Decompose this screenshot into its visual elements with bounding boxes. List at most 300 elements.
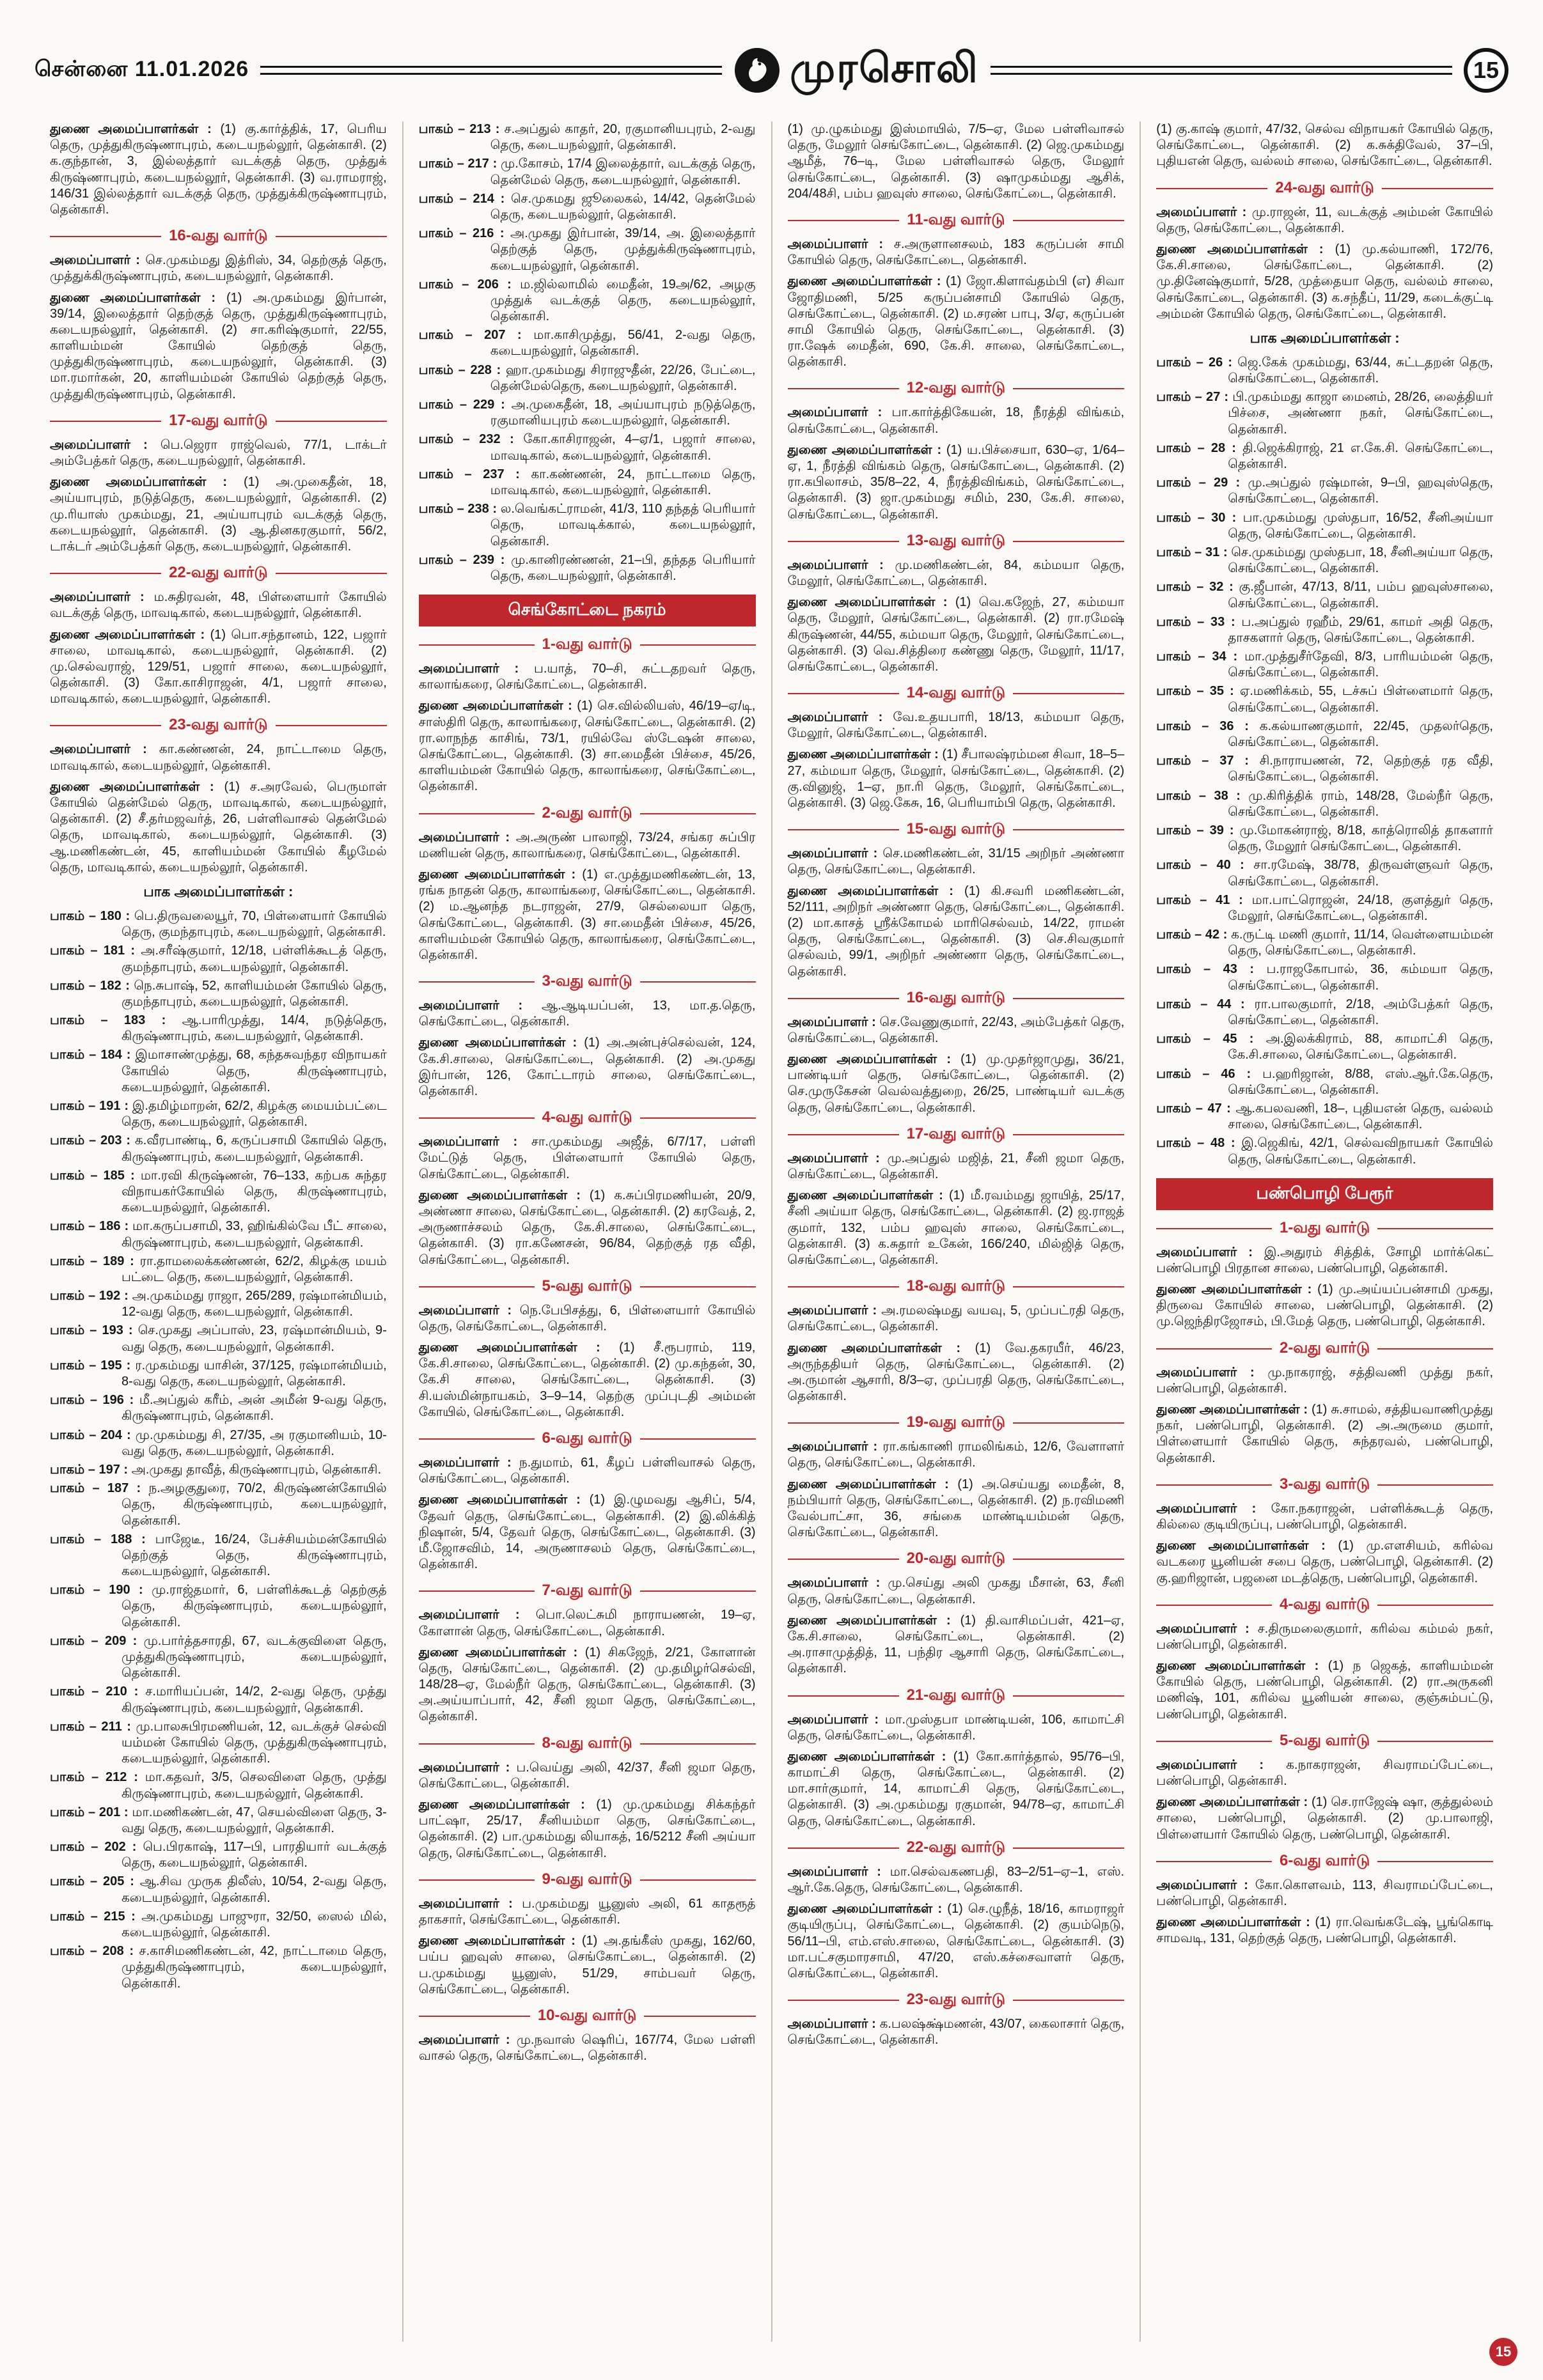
paragraph-label: அமைப்பாளர் : — [787, 1151, 888, 1165]
ward-title: 3-வது வார்டு — [1280, 1475, 1370, 1493]
paragraph-label: துணை அமைப்பாளர்கள் : — [50, 475, 244, 490]
paragraph-label: பாகம் – 28 : — [1156, 440, 1243, 455]
paragraph-label: அமைப்பாளர் : — [418, 1760, 517, 1775]
pagam-entry: பாகம் – 193 : செ.முகது அப்பாஸ், 23, ரஷ்மான்மியம், 9-வது தெரு, கடையநல்லூர், தென்காசி. — [50, 1323, 387, 1354]
ward-title: 2-வது வார்டு — [542, 804, 632, 821]
pagam-entry: பாகம் – 212 : மா.கதவர், 3/5, செலவிளை தெரு, முத்து கிருஷ்ணாபுரம், கடையநல்லூர், தென்காசி. — [50, 1770, 387, 1801]
pagam-entry: பாகம் – 45 : அ.இலக்கிராம், 88, காமாட்சி தெரு, கே.சி.சாலை, செங்கோட்டை, தென்காசி. — [1156, 1032, 1493, 1062]
ward-rule-left — [419, 1286, 535, 1287]
paragraph-label: அமைப்பாளர் : — [787, 846, 883, 861]
rooster-emblem-icon — [733, 47, 781, 94]
pagam-entry: பாகம் – 188 : பாஜேடீ, 16/24, பேச்சியம்மன்கோயில் தெற்குத் தெரு, கிருஷ்ணாபுரம், கடையநல்லூர், தென்காசி. — [50, 1532, 387, 1579]
paragraph-label: துணை அமைப்பாளர்கள் : — [787, 1341, 975, 1355]
ward-rule-left — [788, 1286, 899, 1287]
footer-page-number: 15 — [1489, 2338, 1517, 2366]
pagam-entry: பாகம் – 239 : மு.கானிரண்ணன், 21–பி, தந்தத பெரியார் தெரு, கடையநல்லூர், தென்காசி. — [418, 552, 756, 583]
body-paragraph: துணை அமைப்பாளர்கள் : (1) சு.சாமல், சத்தியவாணிமுத்து நகர், பண்பொழி, தென்காசி. (2) அ.அருமை குமார், பிள்ளையார் கோயில் தெரு, சுந்தரவல், பண்பொழி, தென்காசி. — [1156, 1403, 1493, 1465]
ward-heading — [1156, 1596, 1493, 1615]
body-paragraph: அமைப்பாளர் : பா.கார்த்திகேயன், 18, நீரத்தி விங்கம், செங்கோட்டை, தென்காசி. — [787, 405, 1125, 436]
body-paragraph: அமைப்பாளர் : ப.யாத், 70–சி, சுட்டதறவர் தெரு, காலாங்கரை, செங்கோட்டை, தென்காசி. — [418, 662, 756, 692]
ward-title: 24-வது வார்டு — [1275, 178, 1374, 196]
ward-rule-left — [419, 1879, 535, 1881]
paragraph-label: அமைப்பாளர் : — [418, 1456, 519, 1470]
ward-rule-right — [1013, 541, 1124, 542]
ward-rule-right — [276, 421, 387, 422]
paragraph-label: அமைப்பாளர் : — [787, 1576, 888, 1591]
ward-rule-left — [788, 693, 899, 694]
body-paragraph: அமைப்பாளர் : கோ.நகராஜன், பள்ளிக்கூடத் தெரு, கில்லை குடியிருப்பு, பண்பொழி, தென்காசி. — [1156, 1501, 1493, 1532]
body-paragraph: துணை அமைப்பாளர்கள் : (1) அ.முகம்மது இர்பான், 39/14, இலைத்தார் தெற்குத் தெரு, முத்துகிருஷ்ணாபுரம், கடையநல்லூர், தென்காசி. (2) சா.கரிஷ்குமார், 22/55, காளியம்மன் கோயில் தெற்குத் தெரு, முத்துகிருஷ்ணாபுரம், கடையநல்லூர், தென்காசி. (3) மா.ரமார்கன், 20, காளியம்மன் கோயில் தெற்குத் தெரு, முத்துகிருஷ்ணாபுரம், தென்காசி. — [50, 290, 387, 401]
paragraph-label: அமைப்பாளர் : — [787, 1303, 882, 1318]
paragraph-label: பாகம் – 217 : — [418, 157, 501, 171]
ward-heading — [788, 1991, 1125, 2010]
body-paragraph: (1) கு.காஷ் குமார், 47/32, செல்வ விநாயகர் கோயில் தெரு, செங்கோட்டை, தென்காசி. (2) க.சுக்திவேல், 37–பி, புதியஎன் தெரு, வல்லம் சாலை, செங்கோட்டை, தென்காசி. — [1156, 122, 1493, 169]
column-1 — [35, 121, 402, 2342]
paragraph-label: பாகம் – 29 : — [1156, 476, 1248, 490]
ward-rule-right — [1377, 1484, 1493, 1486]
body-paragraph: அமைப்பாளர் : வே.உதயபாரி, 18/13, கம்மயா தெரு, மேலூர், செங்கோட்டை, தென்காசி. — [787, 710, 1125, 741]
column-3 — [771, 121, 1140, 2342]
body-paragraph: துணை அமைப்பாளர்கள் : (1) செ.ராஜேஷ் ஷா, குத்துல்லம் சாலை, பண்பொழி, தென்காசி. (2) மு.பாலாஜி, பிள்ளையார் கோயில் தெரு, பண்பொழி, தென்காசி. — [1156, 1795, 1493, 1842]
ward-rule-right — [1377, 1228, 1493, 1229]
paragraph-label: பாகம் – 27 : — [1156, 390, 1233, 405]
ward-title: 20-வது வார்டு — [906, 1550, 1006, 1567]
paragraph-label: பாகம் – 188 : — [50, 1532, 155, 1546]
pagam-entry: பாகம் – 197 : அ.முகது தாவீத், கிருஷ்ணாபுரம், தென்காசி. — [50, 1462, 382, 1477]
header-rule-right — [991, 66, 1452, 75]
ward-heading — [50, 227, 387, 246]
ward-rule-left — [1156, 1228, 1272, 1229]
ward-title: 6-வது வார்டு — [542, 1429, 632, 1447]
paragraph-label: துணை அமைப்பாளர்கள் : — [418, 1188, 590, 1202]
paragraph-label: துணை அமைப்பாளர்கள் : — [50, 290, 226, 305]
paragraph-label: துணை அமைப்பாளர்கள் : — [787, 1052, 961, 1067]
body-paragraph: அமைப்பாளர் : மு.நவாஸ் ஷெரிப், 167/74, மேல பள்ளி வாசல் தெரு, செங்கோட்டை, தென்காசி. — [418, 2032, 756, 2064]
pagam-entry: பாகம் – 43 : ப.ராஜகோபால், 36, கம்மயா தெரு, செங்கோட்டை, தென்காசி. — [1156, 962, 1493, 993]
body-paragraph: அமைப்பாளர் : ம.சுதிரவன், 48, பிள்ளையார் கோயில் வடக்குத் தெரு, மாவடிகால், கடையநல்லூர், தென்காசி. — [50, 590, 387, 621]
ward-title: 7-வது வார்டு — [542, 1582, 632, 1599]
paragraph-label: பாகம் – 210 : — [50, 1684, 146, 1699]
body-paragraph: அமைப்பாளர் : மு.ராஜன், 11, வடக்குத் அம்மன் கோயில் தெரு, செங்கோட்டை, தென்காசி. — [1156, 205, 1493, 235]
pagam-entry: பாகம் – 29 : மு.அப்துல் ரஷ்மான், 9–பி, ஹவுஸ்தெரு, செங்கோட்டை, தென்காசி. — [1156, 476, 1493, 506]
paragraph-label: பாகம் – 185 : — [50, 1168, 141, 1183]
ward-rule-right — [644, 2016, 755, 2017]
pagam-entry: பாகம் – 40 : சா.ரமேஷ், 38/78, திருவள்ளுவர் தெரு, செங்கோட்டை, தென்காசி. — [1156, 858, 1493, 889]
ward-heading — [788, 1413, 1125, 1433]
body-paragraph: துணை அமைப்பாளர்கள் : (1) மு.அய்யப்பன்சாமி முகது, திருவை கோயில் சாலை, பண்பொழி, தென்காசி. (2) மு.ஜெந்திரஜோசம், பி.மேத் தெரு, பண்பொழி, தென்காசி. — [1156, 1282, 1493, 1329]
ward-rule-left — [1156, 188, 1267, 189]
ward-rule-right — [1013, 1559, 1124, 1560]
pagam-entry: பாகம் – 205 : ஆ.சிவ முருக திலீஸ், 10/54, 2-வது தெரு, கடையநல்லூர், தென்காசி. — [50, 1874, 387, 1905]
pagam-entry: பாகம் – 202 : பெ.பிரகாஷ், 117–பி, பாரதியார் வடக்குத் தெரு, கடையநல்லூர், தென்காசி. — [50, 1840, 387, 1871]
paragraph-label: பாகம் – 182 : — [50, 978, 134, 993]
paragraph-label: பாகம் – 238 : — [418, 502, 501, 517]
paragraph-label: பாகம் – 190 : — [50, 1583, 152, 1598]
paragraph-label: பாகம் – 209 : — [50, 1633, 144, 1648]
ward-title: 12-வது வார்டு — [906, 379, 1006, 397]
paragraph-label: துணை அமைப்பாளர்கள் : — [787, 1188, 949, 1203]
paragraph-label: துணை அமைப்பாளர்கள் : — [1156, 1539, 1338, 1553]
ward-rule-left — [1156, 1605, 1272, 1606]
ward-heading — [788, 1839, 1125, 1858]
ward-rule-left — [419, 1438, 535, 1440]
ward-title: 5-வது வார்டு — [542, 1277, 632, 1295]
ward-rule-left — [788, 2000, 899, 2001]
ward-rule-right — [276, 236, 387, 237]
paragraph-label: பாகம் – 191 : — [50, 1099, 132, 1113]
masthead-title: முரசொலி — [790, 44, 980, 91]
ward-rule-right — [640, 1438, 756, 1440]
ward-title: 23-வது வார்டு — [169, 716, 268, 734]
paragraph-label: பாகம் – 39 : — [1156, 823, 1240, 837]
paragraph-label: துணை அமைப்பாளர்கள் : — [418, 1493, 590, 1507]
pagam-entry: பாகம் – 214 : செ.முகமது ஜூலைகல், 14/42, தென்மேல் தெரு, கடையநல்லூர், தென்காசி. — [418, 191, 756, 222]
paragraph-label: பாகம் – 216 : — [418, 226, 510, 241]
paragraph-label: பாகம் – 215 : — [50, 1909, 142, 1924]
paragraph-label: பாகம் – 181 : — [50, 944, 141, 958]
ward-rule-right — [1382, 188, 1493, 189]
paragraph-label: துணை அமைப்பாளர்கள் : — [787, 747, 943, 762]
paragraph-label: பாகம் – 239 : — [418, 552, 512, 567]
paragraph-label: துணை அமைப்பாளர்கள் : — [1156, 1659, 1328, 1674]
pagam-entry: பாகம் – 35 : ஏ.மணிக்கம், 55, டச்சுப் பிள்ளைமார் தெரு, செங்கோட்டை, தென்காசி. — [1156, 684, 1493, 715]
ward-heading — [419, 1734, 756, 1754]
ward-rule-left — [419, 1743, 535, 1745]
paragraph-label: துணை அமைப்பாளர்கள் : — [787, 1477, 958, 1491]
ward-rule-right — [640, 1743, 756, 1745]
body-paragraph: துணை அமைப்பாளர்கள் : (1) சீபாலஷ்ரம்மன சிவா, 18–5–27, கம்மயா தெரு, மேலூர், செங்கோட்டை, தென்காசி. (2) கு.வினுஜ், 1–ஏ, நா.ரி தெரு, மேலூர், செங்கோட்டை, தென்காசி. (3) ஜெ.கேசு, 16, பெரியாம்பி தெரு, தென்காசி. — [787, 747, 1125, 810]
ward-heading — [788, 989, 1125, 1008]
ward-rule-left — [419, 813, 535, 814]
paragraph-label: அமைப்பாளர் : — [787, 1015, 880, 1029]
subheading: பாக அமைப்பாளர்கள் : — [1249, 329, 1400, 346]
pagam-entry: பாகம் – 215 : அ.முகம்மது பாஜுரா, 32/50, ஸைல் மில், கடையநல்லூர், தென்காசி. — [50, 1909, 387, 1940]
ward-rule-left — [1156, 1741, 1272, 1742]
ward-heading — [788, 532, 1125, 551]
ward-heading — [419, 1429, 756, 1449]
paragraph-label: பாகம் – 202 : — [50, 1840, 143, 1855]
ward-rule-right — [1013, 2000, 1124, 2001]
paragraph-label: துணை அமைப்பாளர்கள் : — [787, 1749, 953, 1764]
body-paragraph: அமைப்பாளர் : ப.முகம்மது யூனுஸ் அலி, 61 காதரூத் தாகசார், செங்கோட்டை, தென்காசி. — [418, 1896, 756, 1927]
body-paragraph: அமைப்பாளர் : செ.வேணுகுமார், 22/43, அம்பேத்கர் தெரு, செங்கோட்டை, தென்காசி. — [787, 1015, 1125, 1045]
paragraph-label: அமைப்பாளர் : — [1156, 1365, 1268, 1380]
paragraph-label: பாகம் – 26 : — [1156, 355, 1238, 369]
paragraph-label: பாகம் – 228 : — [418, 362, 506, 377]
paragraph-label: அமைப்பாளர் : — [418, 999, 542, 1013]
pagam-entry: பாகம் – 28 : தி.ஜெக்கிராஜ், 21 எ.கே.சி. செங்கோட்டை, தென்காசி. — [1156, 440, 1493, 471]
paragraph-label: அமைப்பாளர் : — [787, 405, 892, 420]
paragraph-label: துணை அமைப்பாளர்கள் : — [1156, 1915, 1315, 1930]
paragraph-label: பாகம் – 192 : — [50, 1289, 132, 1303]
pagam-entry: பாகம் – 182 : நெ.சுபாஷ், 52, காளியம்மன் கோயில் தெரு, குமந்தாபுரம், கடையநல்லூர், தென்காசி. — [50, 978, 387, 1009]
ward-title: 17-வது வார்டு — [169, 411, 268, 429]
ward-title: 19-வது வார்டு — [906, 1413, 1006, 1431]
paragraph-label: துணை அமைப்பாளர்கள் : — [1156, 242, 1335, 256]
ward-title: 21-வது வார்டு — [906, 1686, 1006, 1704]
body-paragraph: துணை அமைப்பாளர்கள் : (1) ய.பிச்சையா, 630–ஏ, 1/64–ஏ, 1, நீரத்தி விங்கம் தெரு, செங்கோட்டை, தென்காசி. (2) ரா.கபிலாசம், 35/8–22, 4, நீரத்திவிங்கம், செங்கோட்டை, தென்காசி. (3) ஜா.முகம்மது சமிம், 230, கே.சி. சாலை, செங்கோட்டை, தென்காசி. — [787, 442, 1125, 522]
body-paragraph: அமைப்பாளர் : க.நாகராஜன், சிவராமப்பேட்டை, பண்பொழி, தென்காசி. — [1156, 1757, 1494, 1788]
ward-title: 1-வது வார்டு — [1280, 1218, 1370, 1236]
paragraph-label: பாகம் – 237 : — [418, 467, 531, 481]
masthead — [733, 44, 979, 97]
section-banner: செங்கோட்டை நகரம் — [419, 595, 756, 626]
paragraph-label: பாகம் – 183 : — [50, 1013, 182, 1028]
body-paragraph: துணை அமைப்பாளர்கள் : (1) மு.முகம்மது சிக்கந்தர் பாட்ஷா, 25/17, சீனியம்மா தெரு, செங்கோட்டை, தென்காசி. (2) பா.முகம்மது லியாகத், 16/5212 சீனி அய்யா தெரு, செங்கோட்டை, தென்காசி. — [418, 1798, 756, 1860]
ward-heading — [788, 820, 1125, 839]
paragraph-label: பாகம் – 201 : — [50, 1805, 132, 1819]
ward-rule-right — [1377, 1741, 1493, 1742]
ward-title: 18-வது வார்டு — [906, 1277, 1006, 1295]
paragraph-label: அமைப்பாளர் : — [418, 1608, 536, 1622]
paragraph-label: பாகம் – 44 : — [1156, 997, 1255, 1011]
pagam-entry: பாகம் – 191 : இ.தமிழ்மாறன், 62/2, கிழக்கு மையம்பட்டை தெரு, கடையநல்லூர், தென்காசி. — [50, 1099, 387, 1130]
pagam-entry: பாகம் – 31 : செ.முகம்மது முஸ்தபா, 18, சீனிஅய்யா தெரு, செங்கோட்டை, தென்காசி. — [1156, 545, 1493, 576]
ward-rule-left — [419, 1117, 535, 1119]
paragraph-label: பாகம் – 212 : — [50, 1770, 145, 1785]
ward-rule-left — [788, 220, 900, 221]
paragraph-label: பாகம் – 36 : — [1156, 719, 1260, 733]
paragraph-label: அமைப்பாளர் : — [787, 557, 895, 572]
body-paragraph: துணை அமைப்பாளர்கள் : (1) மு.கல்யாணி, 172/76, கே.சி.சாலை, செங்கோட்டை, தென்காசி. (2) மு.தினேஷ்குமார், 5/28, முத்தையா தெரு, வல்லம் சாலை, செங்கோட்டை, தென்காசி. (3) க.சந்தீப், 11/29, கடைக்குட்டி அம்மன் கோயில் தெரு, செங்கோட்டை, தென்காசி. — [1156, 242, 1493, 321]
ward-rule-left — [788, 1422, 899, 1424]
paragraph-label: பாகம் – 195 : — [50, 1358, 136, 1373]
pagam-entry: பாகம் – 237 : கா.கண்ணன், 24, நாட்டாமை தெரு, மாவடிகால், கடையநல்லூர், தென்காசி. — [418, 467, 756, 497]
pagam-entry: பாகம் – 189 : ரா.தாமலைக்கண்ணன், 62/2, கிழக்கு மயம் பட்டை தெரு, கடையநல்லூர், தென்காசி. — [50, 1254, 387, 1284]
paragraph-label: அமைப்பாளர் : — [1156, 1878, 1255, 1892]
ward-rule-left — [50, 573, 161, 574]
ward-heading — [788, 1277, 1125, 1296]
paragraph-label: பாகம் – 31 : — [1156, 545, 1232, 559]
body-paragraph: அமைப்பாளர் : மு.செய்து அலி முகது மீசான், 63, சீனி தெரு, செங்கோட்டை, தென்காசி. — [787, 1576, 1125, 1606]
pagam-entry: பாகம் – 34 : மா.முத்துசீர்தேவி, 8/3, பாரியம்மன் தெரு, செங்கோட்டை, தென்காசி. — [1156, 649, 1493, 680]
paragraph-label: துணை அமைப்பாளர்கள் : — [1156, 1282, 1318, 1297]
ward-heading — [788, 211, 1125, 230]
pagam-entry: பாகம் – 38 : மு.கிரித்திக் ராம், 148/28, மேல்நீர் தெரு, செங்கோட்டை, தென்காசி. — [1156, 788, 1493, 819]
pagam-entry: பாகம் – 36 : க.கல்யாணகுமார், 22/45, முதலர்தெரு, செங்கோட்டை, தென்காசி. — [1156, 719, 1493, 749]
paragraph-label: துணை அமைப்பாளர்கள் : — [418, 1798, 597, 1812]
ward-heading — [1156, 1732, 1493, 1751]
ward-title: 3-வது வார்டு — [542, 972, 632, 990]
ward-rule-right — [276, 573, 387, 574]
body-paragraph: துணை அமைப்பாளர்கள் : (1) வே.தகரயீர், 46/23, அருந்ததியர் தெரு, செங்கோட்டை, தென்காசி. (2) அ.ருமான் ஆசாரி, 8/3–ஏ, முப்பரதி தெரு, செங்கோட்டை, தென்காசி. — [787, 1341, 1125, 1404]
paragraph-label: அமைப்பாளர் : — [787, 710, 893, 725]
body-paragraph: துணை அமைப்பாளர்கள் : (1) பொ.சந்தானம், 122, பஜார் சாலை, மாவடிகால், கடையநல்லூர், தென்காசி. (2) மு.செல்வராஜ், 129/51, பஜார் சாலை, கடையநல்லூர், தென்காசி. (3) கோ.காசிராஜன், 4/1, பஜார் சாலை, மாவடிகால், கடையநல்லூர், தென்காசி. — [50, 627, 387, 706]
paragraph-label: அமைப்பாளர் : — [50, 437, 161, 452]
body-paragraph: துணை அமைப்பாளர்கள் : (1) ரா.வெங்கடேஷ், பூங்கொடி சாமவடி, 131, தெற்குத் தெரு, பண்பொழி, தென்காசி. — [1156, 1915, 1493, 1946]
pagam-entry: பாகம் – 37 : சி.நாராயணன், 72, தெற்குத் ரத வீதி, செங்கோட்டை, தென்காசி. — [1156, 754, 1493, 784]
ward-rule-left — [788, 1559, 899, 1560]
body-paragraph: அமைப்பாளர் : செ.மணிகண்டன், 31/15 அறிநர் அண்ணா தெரு, செங்கோட்டை, தென்காசி. — [787, 846, 1125, 877]
pagam-entry: பாகம் – 216 : அ.முகது இர்பான், 39/14, அ. இலைத்தார் தெற்குத் தெரு, முத்துக்கிருஷ்ணாபுரம், கடையநல்லூர், தென்காசி. — [418, 226, 756, 273]
ward-heading — [788, 1125, 1125, 1144]
body-paragraph: துணை அமைப்பாளர்கள் : (1) அ.செய்யது மைதீன், 8, நம்பியார் தெரு, செங்கோட்டை, தென்காசி. (2) ந.ரவிமணி வேல்பாட்சா, 36, சங்கை மாண்டியம்மன் தெரு, செங்கோட்டை, தென்காசி. — [787, 1477, 1125, 1540]
body-paragraph: அமைப்பாளர் : அ.ரமலஷ்மது வயவு, 5, முப்பட்ரதி தெரு, செங்கோட்டை, தென்காசி. — [787, 1303, 1125, 1334]
ward-rule-right — [1377, 1348, 1493, 1349]
body-paragraph: அமைப்பாளர் : ச.அருளானசலம், 183 கருப்பன் சாமி கோயில் தெரு, செங்கோட்டை, தென்காசி. — [787, 237, 1125, 268]
pagam-entry: பாகம் – 206 : ம.ஜில்லாமில் மைதீன், 19அ/62, அழகு முத்துக் வடக்குத் தெரு, கடையநல்லூர், தென்காசி. — [418, 277, 756, 324]
ward-rule-left — [50, 236, 161, 237]
paragraph-label: பாகம் – 229 : — [418, 398, 512, 412]
paragraph-label: பாகம் – 46 : — [1156, 1066, 1263, 1081]
paragraph-label: துணை அமைப்பாளர்கள் : — [418, 1934, 582, 1948]
paragraph-label: அமைப்பாளர் : — [787, 237, 894, 251]
ward-title: 22-வது வார்டு — [169, 564, 268, 582]
ward-heading — [419, 1582, 756, 1601]
ward-rule-left — [419, 644, 535, 646]
pagam-entry: பாகம் – 48 : இ.ஜெகிங், 42/1, செல்வவிநாயகர் கோயில் தெரு, செங்கோட்டை, தென்காசி. — [1156, 1136, 1493, 1167]
ward-rule-left — [419, 981, 535, 983]
pagam-entry: பாகம் – 209 : மு.பார்த்தசாரதி, 67, வடக்குவிளை தெரு, முத்துகிருஷ்ணாபுரம், கடையநல்லூர், தென்காசி. — [50, 1633, 387, 1681]
paragraph-label: பாகம் – 189 : — [50, 1254, 140, 1268]
pagam-entry: பாகம் – 217 : மு.கோசம், 17/4 இலைத்தார், வடக்குத் தெரு, தென்மேல் தெரு, கடையநல்லூர், தென்காசி. — [418, 157, 756, 187]
paragraph-label: பாகம் – 43 : — [1156, 962, 1267, 977]
pagam-entry: பாகம் – 185 : மா.ரவி கிருஷ்ணன், 76–133, கற்பக சுந்தர விநாயகர்கோயில் தெரு, கிருஷ்ணாபுரம், கடையநல்லூர், தென்காசி. — [50, 1168, 387, 1215]
subheading: பாக அமைப்பாளர்கள் : — [143, 883, 294, 899]
paragraph-label: அமைப்பாளர் : — [787, 1712, 885, 1727]
pagam-entry: பாகம் – 203 : க.வீரபாண்டி, 6, கருப்பசாமி கோயில் தெரு, கிருஷ்ணாபுரம், கடையநல்லூர், தென்காசி. — [50, 1133, 387, 1164]
ward-heading — [50, 564, 387, 583]
ward-rule-left — [788, 998, 899, 999]
ward-rule-left — [419, 2016, 530, 2017]
ward-title: 9-வது வார்டு — [542, 1870, 632, 1888]
pagam-entry: பாகம் – 207 : மா.காசிமுத்து, 56/41, 2-வது தெரு, கடையநல்லூர், தென்காசி. — [418, 328, 756, 359]
ward-heading — [419, 635, 756, 655]
paragraph-label: அமைப்பாளர் : — [418, 1896, 522, 1911]
body-paragraph: அமைப்பாளர் : மா.செல்வகணபதி, 83–2/51–ஏ–1, எஸ். ஆர்.கே.தெரு, செங்கோட்டை, தென்காசி. — [787, 1864, 1125, 1895]
pagam-entry: பாகம் – 47 : ஆ.கபலவணி, 18–, புதியஎன் தெரு, வல்லம் சாலை, செங்கோட்டை, தென்காசி. — [1156, 1101, 1493, 1132]
column-2 — [402, 121, 771, 2342]
column-4 — [1140, 121, 1508, 2342]
pagam-entry: பாகம் – 228 : ஹா.முகம்மது சிராஜுதீன், 22/26, பேட்டை, தென்மேல்தெரு, கடையநல்லூர், தென்காசி. — [418, 362, 756, 393]
paragraph-label: அமைப்பாளர் : — [787, 1864, 890, 1879]
body-paragraph: துணை அமைப்பாளர்கள் : (1) கோ.கார்த்தால், 95/76–பி, காமாட்சி தெரு, செங்கோட்டை, தென்காசி. (2) மா.சார்குமார், 14, காமாட்சி தெரு, செங்கோட்டை, தென்காசி. (3) அ.முகம்மது ரகுமான், 94/78–ஏ, காமாட்சி தெரு, செங்கோட்டை, தென்காசி. — [787, 1749, 1125, 1828]
paragraph-label: பாகம் – 45 : — [1156, 1032, 1266, 1046]
ward-rule-right — [640, 1117, 756, 1119]
ward-rule-left — [788, 541, 899, 542]
pagam-entry: பாகம் – 196 : மீ.அப்துல் கரீம், அன் அமீன் 9-வது தெரு, கிருஷ்ணாபுரம், தென்காசி. — [50, 1393, 387, 1424]
ward-rule-right — [640, 1286, 756, 1287]
paragraph-label: அமைப்பாளர் : — [1156, 1757, 1287, 1772]
paragraph-label: துணை அமைப்பாளர்கள் : — [50, 779, 224, 794]
ward-rule-right — [640, 813, 756, 814]
ward-rule-left — [1156, 1484, 1272, 1486]
body-paragraph: அமைப்பாளர் : க.பலஷ்க்ஷ்மணன், 43/07, கைலாசார் தெரு, செங்கோட்டை, தென்காசி. — [787, 2017, 1125, 2048]
paragraph-label: துணை அமைப்பாளர்கள் : — [787, 1613, 960, 1628]
ward-rule-left — [788, 1847, 899, 1849]
body-paragraph: அமைப்பாளர் : மு.நாகராஜ், சத்திவணி முத்து நகர், பண்பொழி, தென்காசி. — [1156, 1365, 1493, 1396]
pagam-entry: பாகம் – 204 : மு.முகம்மது சி, 27/35, அ ரகுமானியம், 10-வது தெரு, கடையநல்லூர், தென்காசி. — [50, 1427, 387, 1458]
ward-rule-left — [50, 421, 161, 422]
paragraph-label: அமைப்பாளர் : — [787, 2017, 880, 2032]
body-paragraph: துணை அமைப்பாளர்கள் : (1) அ.அன்புச்செல்வன், 124, கே.சி.சாலை, செங்கோட்டை, தென்காசி. (2) அ.முகது இர்பான், 126, கோட்டாரம் சாலை, செங்கோட்டை, தென்காசி. — [418, 1036, 756, 1098]
ward-heading — [419, 1108, 756, 1128]
pagam-entry: பாகம் – 210 : ச.மாரியப்பன், 14/2, 2-வது தெரு, முத்து கிருஷ்ணாபுரம், கடையநல்லூர், தென்காசி. — [50, 1684, 387, 1715]
ward-heading — [419, 1871, 756, 1890]
body-paragraph: துணை அமைப்பாளர்கள் : (1) தி.வாசிமப்பள், 421–ஏ, கே.சி.சாலை, செங்கோட்டை, தென்காசி. (2) அ.ராசாமுத்தித், 11, பந்திர ஆசாரி தெரு, செங்கோட்டை, தென்காசி. — [787, 1613, 1125, 1676]
paragraph-label: அமைப்பாளர் : — [418, 662, 535, 676]
paragraph-label: அமைப்பாளர் : — [418, 2032, 517, 2047]
body-paragraph: துணை அமைப்பாளர்கள் : (1) மு.முதர்ஜாமுது, 36/21, பாண்டியர் தெரு, செங்கோட்டை, தென்காசி. (2) செ.முருகேசன் வெல்வத்துறை, 26/25, பாண்டியர் வடக்கு தெரு, செங்கோட்டை, தென்காசி. — [787, 1052, 1125, 1115]
paragraph-label: பாகம் – 41 : — [1156, 892, 1252, 907]
ward-title: 16-வது வார்டு — [169, 227, 268, 245]
paragraph-label: அமைப்பாளர் : — [1156, 1245, 1264, 1259]
ward-title: 5-வது வார்டு — [1280, 1731, 1370, 1749]
body-paragraph: அமைப்பாளர் : ஆ.ஆடியப்பன், 13, மா.த.தெரு, செங்கோட்டை, தென்காசி. — [418, 999, 756, 1029]
paragraph-label: பாகம் – 208 : — [50, 1944, 139, 1959]
ward-rule-right — [1013, 1847, 1124, 1849]
body-paragraph: அமைப்பாளர் : ரா.கங்காணி ராமலிங்கம், 12/6, வேளாளர் தெரு, செங்கோட்டை, தென்காசி. — [787, 1440, 1125, 1470]
pagam-entry: பாகம் – 211 : மு.பாலசுபிரமணியன், 12, வடக்குச் செல்வி யம்மன் கோயில் தெரு, முத்துகிருஷ்ணாபுரம், கடையநல்லூர், தென்காசி. — [50, 1719, 387, 1766]
body-paragraph: அமைப்பாளர் : பெ.ஜெரா ராஜ்வெல், 77/1, டாக்டர் அம்பேத்கர் தெரு, கடையநல்லூர், தென்காசி. — [50, 437, 387, 468]
paragraph-label: பாகம் – 32 : — [1156, 580, 1239, 595]
ward-rule-left — [1156, 1348, 1272, 1349]
paragraph-label: பாகம் – 37 : — [1156, 754, 1260, 768]
paragraph-label: பாகம் – 211 : — [50, 1719, 136, 1734]
body-paragraph: அமைப்பாளர் : கோ.கொளவம், 113, சிவராமப்பேட்டை, பண்பொழி, தென்காசி. — [1156, 1878, 1493, 1908]
paragraph-label: பாகம் – 187 : — [50, 1481, 149, 1496]
pagam-entry: பாகம் – 42 : க.ருட்டி மணி குமார், 11/14, வெள்ளையம்மன் தெரு, செங்கோட்டை, தென்காசி. — [1156, 928, 1493, 958]
body-paragraph: துணை அமைப்பாளர்கள் : (1) எ.முத்துமணிகண்டன், 13, ரங்க நாதன் தெரு, காலாங்கரை, செங்கோட்டை, தென்காசி. (2) ம.ஆனந்த நடராஜன், 27/9, செல்லையா தெரு, செங்கோட்டை, தென்காசி. (3) சா.மைதீன் பிச்சை, 45/26, காளியம்மன் கோயில் தெரு, காலாங்கரை, செங்கோட்டை, தென்காசி. — [418, 867, 756, 962]
ward-rule-left — [419, 1591, 535, 1592]
ward-title: 17-வது வார்டு — [906, 1124, 1006, 1142]
body-paragraph: துணை அமைப்பாளர்கள் : (1) செ.வில்லியஸ், 46/19–ஏ/டி, சாஸ்திரி தெரு, காலாங்கரை, செங்கோட்டை, தென்காசி. (2) ரா.லாநந்த காசிங், 73/1, ரயில்வே ஸ்டேஷன் சாலை, செங்கோட்டை, தென்காசி. (3) சா.மைதீன் பிச்சை, 45/26, காளியம்மன் கோயில் தெரு, காலாங்கரை, செங்கோட்டை, தென்காசி. — [418, 699, 756, 794]
section-banner: பண்பொழி பேரூர் — [1156, 1178, 1493, 1210]
ward-heading — [1156, 1339, 1493, 1358]
body-paragraph: அமைப்பாளர் : மு.அப்துல் மஜித், 21, சீனி ஜமா தெரு, செங்கோட்டை, தென்காசி. — [787, 1151, 1125, 1181]
ward-heading — [50, 412, 387, 431]
pagam-entry: பாகம் – 187 : ந.அழகுதுரை, 70/2, கிருஷ்ணன்கோயில் தெரு, கிருஷ்ணாபுரம், கடையநல்லூர், தென்காசி. — [50, 1481, 387, 1528]
paragraph-label: பாகம் – 34 : — [1156, 649, 1245, 664]
ward-heading — [1156, 1852, 1493, 1871]
ward-rule-right — [640, 1879, 756, 1881]
ward-title: 10-வது வார்டு — [537, 2006, 637, 2024]
body-paragraph: அமைப்பாளர் : மா.முஸ்தபா மாண்டியன், 106, காமாட்சி தெரு, செங்கோட்டை, தென்காசி. — [787, 1712, 1125, 1743]
paragraph-label: பாகம் – 207 : — [418, 328, 534, 343]
ward-title: 2-வது வார்டு — [1280, 1339, 1370, 1357]
body-paragraph: துணை அமைப்பாளர்கள் : (1) ஜோ.கிளாவ்தம்பி (எ) சிவா ஜோதிமணி, 5/25 கருப்பன்சாமி கோயில் தெரு, செங்கோட்டை, தென்காசி. (2) ம.சரண் பாபு, 3/ஏ, கருப்பன் சாமி கோயில் தெரு, செங்கோட்டை, தென்காசி. (3) ரா.ஷேக் மைதீன், 690, கே.சி. சாலை, செங்கோட்டை, தென்காசி. — [787, 274, 1125, 369]
body-paragraph: துணை அமைப்பாளர்கள் : (1) அ.தங்கீஸ் முகது, 162/60, பய்ப ஹவுஸ் சாலை, செங்கோட்டை, தென்காசி. (2) ப.முகம்மது யூனுஸ், 51/29, சாம்பவர் தெரு, செங்கோட்டை, தென்காசி. — [418, 1934, 756, 1996]
body-paragraph: துணை அமைப்பாளர்கள் : (1) இ.ழுமவது ஆசிப், 5/4, தேவர் தெரு, செங்கோட்டை, தென்காசி. (2) இ.லிக்கித் நிஷான், 5/4, தேவர் தெரு, செங்கோட்டை, தென்காசி. (3) மீ.ஜோசவிம், 14, அருணாசலம் தெரு, செங்கோட்டை, தென்காசி. — [418, 1493, 756, 1572]
paragraph-label: பாகம் – 204 : — [50, 1427, 136, 1442]
ward-title: 4-வது வார்டு — [542, 1108, 632, 1126]
ward-heading — [1156, 1475, 1493, 1495]
ward-rule-left — [788, 1134, 899, 1135]
ward-heading — [419, 972, 756, 992]
ward-title: 4-வது வார்டு — [1280, 1595, 1370, 1613]
ward-rule-right — [1013, 220, 1125, 221]
paragraph-label: பாகம் – 206 : — [418, 277, 521, 292]
ward-rule-right — [640, 1591, 756, 1592]
paragraph-label: துணை அமைப்பாளர்கள் : — [418, 1645, 585, 1660]
pagam-entry: பாகம் – 30 : பா.முகம்மது முஸ்தபா, 16/52, சீனிஅய்யா தெரு, செங்கோட்டை, தென்காசி. — [1156, 510, 1493, 541]
pagam-entry: பாகம் – 232 : கோ.காசிராஜன், 4–ஏ/1, பஜார் சாலை, மாவடிகால், கடையநல்லூர், தென்காசி. — [418, 432, 756, 463]
paragraph-label: பாகம் – 197 : — [50, 1462, 132, 1477]
paragraph-label: அமைப்பாளர் : — [1156, 1621, 1258, 1636]
pagam-entry: பாகம் – 26 : ஜெ.கேக் முகம்மது, 63/44, சுட்டதறன் தெரு, செங்கோட்டை, தென்காசி. — [1156, 355, 1493, 386]
paragraph-label: துணை அமைப்பாளர்கள் : — [50, 627, 210, 642]
paragraph-label: அமைப்பாளர் : — [50, 253, 146, 268]
paragraph-label: துணை அமைப்பாளர்கள் : — [50, 122, 221, 136]
header-rule-left — [260, 66, 722, 75]
paragraph-label: துணை அமைப்பாளர்கள் : — [787, 442, 946, 457]
ward-heading — [788, 684, 1125, 703]
ward-rule-right — [1013, 1695, 1124, 1697]
paragraph-label: பாகம் – 186 : — [50, 1219, 133, 1234]
ward-heading — [788, 1686, 1125, 1706]
pagam-entry: பாகம் – 180 : பெ.திருவலையூர், 70, பிள்ளையார் கோயில் தெரு, குமந்தாபுரம், கடையநல்லூர், தென்காசி. — [50, 908, 387, 940]
paragraph-label: பாகம் – 38 : — [1156, 788, 1249, 803]
